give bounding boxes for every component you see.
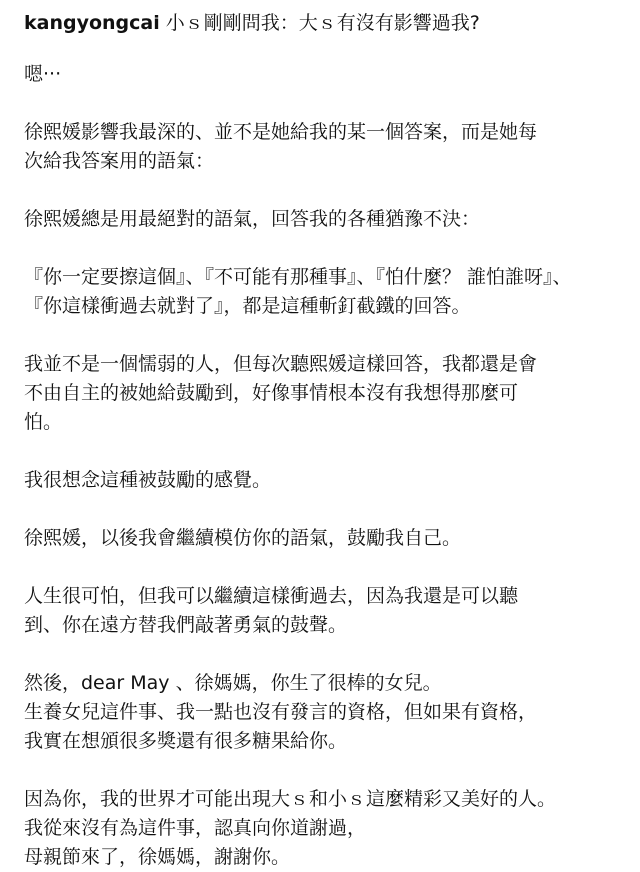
caption-line: 徐熙媛影響我最深的、並不是她給我的某一個答案，而是她每 xyxy=(24,121,538,143)
caption-line: 徐熙媛，以後我會繼續模仿你的語氣，鼓勵我自己。 xyxy=(24,527,462,549)
paragraph xyxy=(24,118,626,176)
paragraph xyxy=(24,669,626,756)
caption-line: 因為你，我的世界才可能出現大ｓ和小ｓ這麼精彩又美好的人。 xyxy=(24,788,557,810)
caption-first-line: 小ｓ剛剛問我：大ｓ有沒有影響過我? xyxy=(165,12,480,34)
caption-line: 母親節來了，徐媽媽，謝謝你。 xyxy=(24,846,291,868)
caption-line: 生養女兒這件事、我一點也沒有發言的資格，但如果有資格， xyxy=(24,701,538,723)
caption-line: 到、你在遠方替我們敲著勇氣的鼓聲。 xyxy=(24,614,348,636)
paragraph xyxy=(24,582,626,640)
caption-line: 不由自主的被她給鼓勵到，好像事情根本沒有我想得那麼可 xyxy=(24,382,519,404)
caption-line: 我並不是一個懦弱的人，但每次聽熙媛這樣回答，我都還是會 xyxy=(24,353,538,375)
paragraph xyxy=(24,60,626,89)
paragraph xyxy=(24,785,626,872)
caption-line: 怕。 xyxy=(24,411,63,433)
caption-line: 我實在想頒很多獎還有很多糖果給你。 xyxy=(24,730,348,752)
paragraph xyxy=(24,466,626,495)
post-header xyxy=(24,10,626,36)
paragraph xyxy=(24,263,626,321)
paragraph xyxy=(24,350,626,437)
username[interactable]: kangyongcai xyxy=(24,12,160,34)
caption-line: 『你一定要擦這個』、『不可能有那種事』、『怕什麼？ 誰怕誰呀』、 xyxy=(24,266,572,288)
caption-line: 徐熙媛總是用最絕對的語氣，回答我的各種猶豫不決： xyxy=(24,208,481,230)
caption-line: 『你這樣衝過去就對了』，都是這種斬釘截鐵的回答。 xyxy=(24,295,471,317)
caption-line: 我很想念這種被鼓勵的感覺。 xyxy=(24,469,272,491)
caption-line: 次給我答案用的語氣： xyxy=(24,150,215,172)
paragraph xyxy=(24,205,626,234)
caption-line: 然後，dear May 、徐媽媽，你生了很棒的女兒。 xyxy=(24,672,442,694)
paragraph xyxy=(24,524,626,553)
caption-body xyxy=(24,60,626,872)
caption-line: 嗯··· xyxy=(24,63,62,85)
caption-line: 我從來沒有為這件事，認真向你道謝過， xyxy=(24,817,367,839)
caption-line: 人生很可怕，但我可以繼續這樣衝過去，因為我還是可以聽 xyxy=(24,585,519,607)
